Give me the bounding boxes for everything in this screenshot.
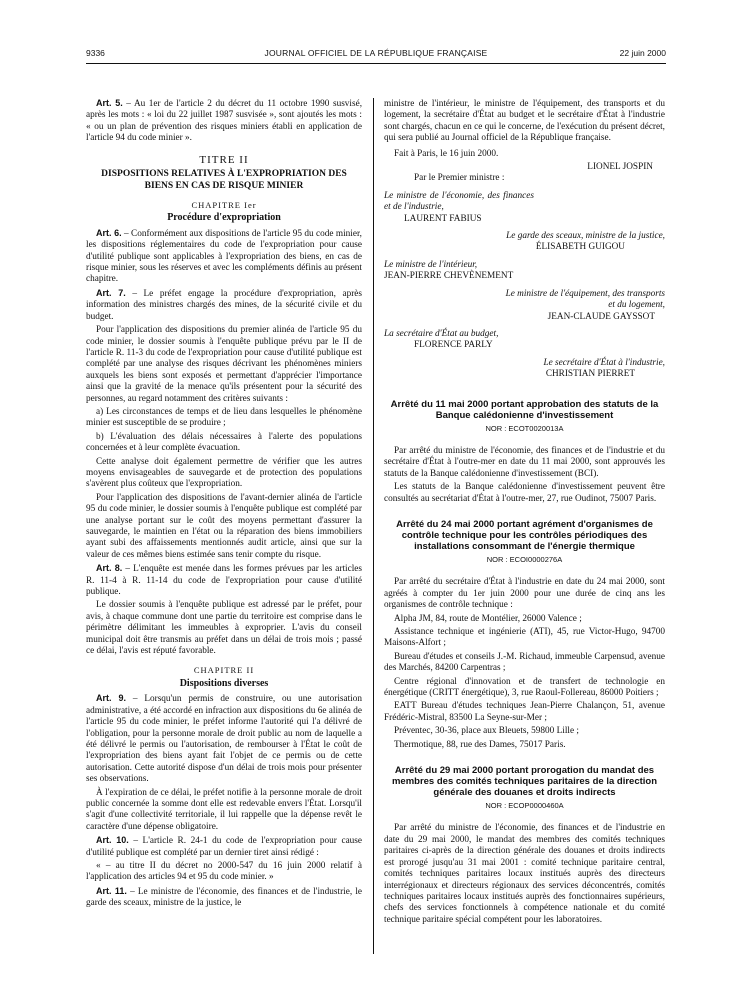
right-column [384,99,665,928]
article-11: Art. 11. – Le ministre de l'économie, des finances et de l'industrie, le garde des sceaux, ministre de la justice, le [86,885,362,909]
article-7-paragraph: Pour l'application des dispositions de l'avant-dernier alinéa de l'article 95 du code minier, le dossier soumis à l'enquête publique est complété par une analyse portant sur le coût des moyens permettant d'assurer la sauvegarde, le maintien en l'état ou la réparation des biens immobiliers ayant subi des affaissements mentionnés audit article, ainsi que sur la valeur de ces mêmes biens estimée sans tenir compte du risque. [86,492,362,560]
article-10-quote: « – au titre II du décret no 2000-547 du 16 juin 2000 relatif à l'application des articles 94 et 95 du code minier. » [86,860,362,883]
minister-4-title: Le ministre de l'équipement, des transports et du logement, [505,288,665,311]
article-7-paragraph: Cette analyse doit également permettre de vérifier que les autres moyens envisageables de sauvegarde et de protection des populations s'avèrent plus coûteux que l'expropriation. [86,456,362,490]
title-subheading: DISPOSITIONS RELATIVES À L'EXPROPRIATION DES BIENS EN CAS DE RISQUE MINIER [101,169,347,192]
article-9: Art. 9. – Lorsqu'un permis de construire, ou une autorisation administrative, a été accordé en infraction aux dispositions du 6e alinéa de l'article 95 du code minier, le préfet informe l'autorité qui l'a délivré de l'obligation, pour la personne morale de droit public au nom de laquelle a été délivré le permis ou l'autorisation, de rembourser à l'État le coût de l'expropriation des biens ayant fait l'objet de ce permis ou de cette autorisation. Cette autorité dispose d'un délai de trois mois pour présenter ses observations. [86,693,362,785]
minister-5-name: FLORENCE PARLY [414,340,493,351]
arrete-3-paragraph: Par arrêté du ministre de l'économie, des finances et de l'industrie en date du 29 mai 2000, le mandat des membres des comités techniques paritaires ci-après de la direction générale des douanes et droits indirects est prorogé jusqu'au 31 mai 2001 : comité technique paritaire central, comités techniques paritaires locaux institués auprès des directeurs interrégionaux et directeurs régionaux des services déconcentrés, comités techniques paritaires locaux institués auprès des fonctionnaires supérieurs, chefs des services fonctionnels à compétence nationale et du comité technique paritaire spécial compétent pour les laboratoires. [384,823,665,925]
minister-2-name: ÉLISABETH GUIGOU [535,242,625,253]
minister-1-title: Le ministre de l'économie, des finances et de l'industrie, [384,190,534,213]
list-item: Centre régional d'innovation et de transfert de technologie en énergétique (CRITT énergétique), 3, rue Raoul-Follereau, 86000 Poitiers ; [384,676,665,699]
list-item: Assistance technique et ingénierie (ATI), 45, rue Victor-Hugo, 94700 Maisons-Alfort ; [384,627,665,649]
minister-5-title: La secrétaire d'État au budget, [384,328,499,339]
article-7-paragraph: Pour l'application des dispositions du premier alinéa de l'article 95 du code minier, le dossier soumis à l'enquête publique prévu par le II de l'article R. 11-3 du code de l'expropriation pour cause d'utilité publique est complété par une analyse des risques décrivant les phénomènes miniers auxquels les biens sont exposés et permettant d'apprécier l'importance ainsi que la gravité de la menace qu'ils présentent pour la sécurité des personnes, au regard notamment des critères suivants : [86,325,362,404]
arrete-2-title: Arrêté du 24 mai 2000 portant agrément d'organismes de contrôle technique pour les contrôles périodiques des installations consommant de l'énergie thermique [396,518,653,552]
chapter-2-heading: CHAPITRE II [193,665,255,676]
list-item: EATT Bureau d'études techniques Jean-Pierre Chalançon, 51, avenue Frédéric-Mistral, 83500 La Seyne-sur-Mer ; [384,701,665,723]
arrete-1-title: Arrêté du 11 mai 2000 portant approbation des statuts de la Banque calédonienne d'investissement [390,398,659,421]
list-item: Thermotique, 88, rue des Dames, 75017 Paris. [394,739,566,750]
signature-prime-minister: LIONEL JOSPIN [587,162,653,173]
article-8: Art. 8. – L'enquête est menée dans les formes prévues par les articles R. 11-4 à R. 11-14 du code de l'expropriation pour cause d'utilité publique. [86,563,362,598]
arrete-3-title: Arrêté du 29 mai 2000 portant prorogation du mandat des membres des comités techniques paritaires de la direction générale des douanes et droits indirects [391,765,658,799]
decree-continuation: ministre de l'intérieur, le ministre de l'équipement, des transports et du logement, la secrétaire d'État au budget et le secrétaire d'État à l'industrie sont chargés, chacun en ce qui le concerne, de l'exécution du présent décret, qui sera publié au Journal officiel de la République française. [384,99,665,144]
column-divider [373,98,374,954]
chapter-1-heading: CHAPITRE Ier [191,200,257,211]
list-item: Bureau d'études et conseils J.-M. Richaud, immeuble Carpensud, avenue des Marchés, 84200 Carpentras ; [384,651,665,674]
article-6: Art. 6. – Conformément aux dispositions de l'article 95 du code minier, les dispositions réglementaires du code de l'expropriation pour cause d'utilité publique sont applicables à l'expropriation des biens, en cas de risque minier, sous les réserves et avec les compléments définis au présent chapitre. [86,227,362,285]
arrete-2-paragraph: Par arrêté du secrétaire d'État à l'industrie en date du 24 mai 2000, sont agréés à compter du 1er juin 2000 pour une durée de cinq ans les organismes de contrôle technique : [384,577,665,611]
chapter-1-subheading: Procédure d'expropriation [167,212,281,224]
minister-1-name: LAURENT FABIUS [404,213,482,224]
issue-date: 22 juin 2000 [619,48,666,58]
article-5: Art. 5. – Au 1er de l'article 2 du décret du 11 octobre 1990 susvisé, après les mots : « loi du 22 juillet 1987 susvisée », sont ajoutés les mots : « ou un plan de prévention des risques miniers établi en application de l'article 94 du code minier ». [86,98,363,144]
title-heading: TITRE II [199,153,249,166]
minister-3-name: JEAN-PIERRE CHEVÈNEMENT [384,271,514,282]
page-header [86,48,666,62]
left-column [86,98,362,912]
article-10: Art. 10. – L'article R. 24-1 du code de l'expropriation pour cause d'utilité publique est complété par un dernier tiret ainsi rédigé : [86,835,362,858]
chapter-2-subheading: Dispositions diverses [179,677,269,689]
page-number: 9336 [86,48,105,58]
header-rule [86,63,666,64]
arrete-3-nor: NOR : ECOP0000460A [485,801,564,811]
list-item: Préventec, 30-36, place aux Bleuets, 59800 Lille ; [394,726,579,737]
minister-3-title: Le ministre de l'intérieur, [384,259,478,270]
minister-6-name: CHRISTIAN PIERRET [545,369,635,380]
journal-title: JOURNAL OFFICIEL DE LA RÉPUBLIQUE FRANÇAISE [264,48,488,58]
minister-4-name: JEAN-CLAUDE GAYSSOT [547,311,655,322]
decree-date-line: Fait à Paris, le 16 juin 2000. [394,148,499,159]
arrete-1-nor: NOR : ECOT0020013A [485,423,564,433]
article-7: Art. 7. – Le préfet engage la procédure d'expropriation, après information des ministres chargés des mines, de la sécurité civile et du budget. [86,287,362,322]
article-7-item-b: b) L'évaluation des délais nécessaires à l'alerte des populations concernées et à leur complète évacuation. [86,431,362,454]
arrete-2-nor: NOR : ECOI0000276A [486,554,563,564]
article-8-paragraph: Le dossier soumis à l'enquête publique est adressé par le préfet, pour avis, à chaque commune dont une partie du territoire est comprise dans le périmètre délimitant les immeubles à exproprier. L'avis du conseil municipal doit être transmis au préfet dans un délai de trois mois ; passé ce délai, l'avis est réputé favorable. [86,600,362,657]
arrete-1-paragraph: Par arrêté du ministre de l'économie, des finances et de l'industrie et du secrétaire d'État à l'outre-mer en date du 11 mai 2000, sont approuvés les statuts de la Banque calédonienne d'investissement (BCI). [384,445,665,479]
list-item: Alpha JM, 84, route de Montélier, 26000 Valence ; [394,613,582,624]
article-9-paragraph: À l'expiration de ce délai, le préfet notifie à la personne morale de droit public concernée la somme dont elle est redevable envers l'État. Lorsqu'il s'agit d'une collectivité territoriale, il lui rappelle que la dépense revêt le caractère d'une dépense obligatoire. [86,787,362,832]
minister-2-title: Le garde des sceaux, ministre de la justice, [506,231,665,242]
arrete-1-paragraph: Les statuts de la Banque calédonienne d'investissement peuvent être consultés au secrétariat d'État à l'outre-mer, 27, rue Oudinot, 75007 Paris. [384,482,665,504]
minister-6-title: Le secrétaire d'État à l'industrie, [543,357,665,368]
signature-par-line: Par le Premier ministre : [414,173,505,184]
article-7-item-a: a) Les circonstances de temps et de lieu dans lesquelles le phénomène minier est susceptible de se produire ; [86,406,362,429]
